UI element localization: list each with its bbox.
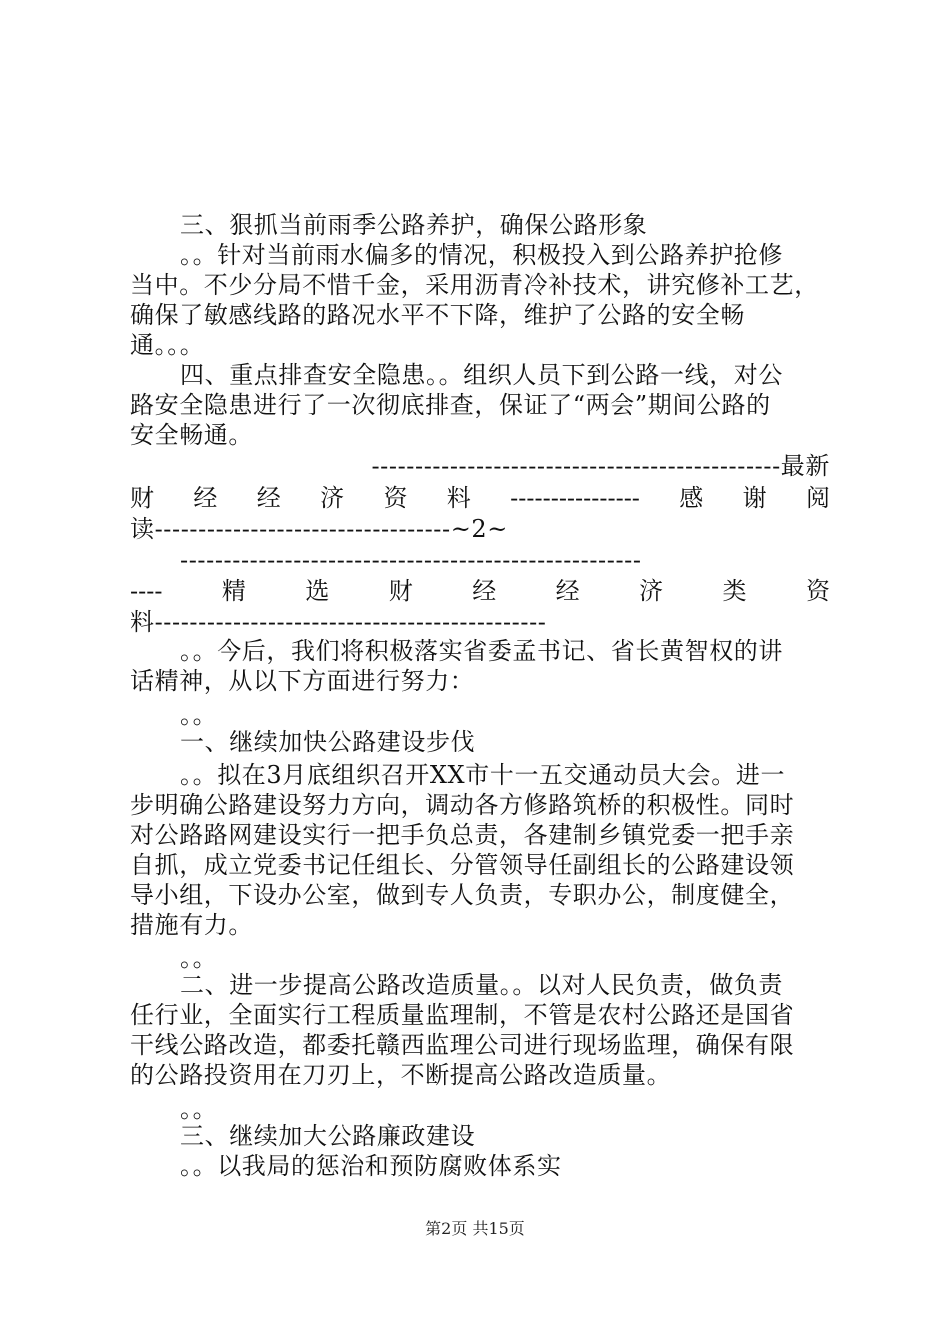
spread-token: 济: [320, 484, 345, 512]
section-heading: 三、继续加大公路廉政建设: [180, 1122, 476, 1150]
paragraph-line: 导小组，下设办公室，做到专人负责，专职办公，制度健全，: [130, 881, 795, 909]
section-heading: 一、继续加快公路建设步伐: [180, 728, 476, 756]
spread-token: 选: [305, 577, 330, 605]
paragraph-line: 措施有力。: [130, 911, 253, 939]
spread-token: 阅: [805, 484, 830, 512]
paragraph-line: 安全畅通。: [130, 421, 253, 449]
spread-line: [130, 576, 830, 606]
paragraph-line: 四、重点排查安全隐患。。组织人员下到公路一线，对公: [180, 361, 783, 389]
spread-token: 济: [639, 577, 664, 605]
spread-token: 财: [130, 484, 154, 512]
paragraph-line: 干线公路改造，都委托赣西监理公司进行现场监理，确保有限: [130, 1031, 795, 1059]
spread-token: 料: [446, 484, 471, 512]
spread-token: 经: [193, 484, 218, 512]
paragraph-line: 。。拟在3月底组织召开XX市十一五交通动员大会。进一: [180, 761, 786, 789]
section-heading: 二、进一步提高公路改造质量。。以对人民负责，做负责: [180, 971, 783, 999]
divider-line: 读----------------------------------~2~: [130, 515, 509, 543]
paragraph-line: 确保了敏感线路的路况水平不下降，维护了公路的安全畅: [130, 301, 745, 329]
paragraph-line: 通。。。: [130, 331, 205, 359]
paragraph-line: 。。以我局的惩治和预防腐败体系实: [180, 1152, 562, 1180]
spread-token: 谢: [742, 484, 767, 512]
spread-line: [130, 483, 830, 513]
paragraph-line: 话精神，从以下方面进行努力：: [130, 667, 475, 695]
spread-token: 精: [221, 577, 246, 605]
page-footer: 第2页 共15页: [425, 1219, 525, 1238]
paragraph-line: 的公路投资用在刀刃上，不断提高公路改造质量。: [130, 1061, 672, 1089]
paragraph-line: 。。: [180, 701, 218, 729]
paragraph-line: 路安全隐患进行了一次彻底排查，保证了“两会”期间公路的: [130, 391, 771, 419]
spread-token: 资: [383, 484, 408, 512]
paragraph-line: 。。: [180, 944, 218, 972]
spread-token: 经: [256, 484, 281, 512]
paragraph-line: 。。: [180, 1095, 218, 1123]
paragraph-line: 。。今后，我们将积极落实省委孟书记、省长黄智权的讲: [180, 637, 783, 665]
divider-line: -----------------------------------------------------: [180, 546, 642, 574]
spread-token: ----------------: [510, 484, 640, 512]
spread-token: 经: [472, 577, 497, 605]
spread-token: 类: [722, 577, 747, 605]
section-heading: 三、狠抓当前雨季公路养护，确保公路形象: [180, 211, 648, 239]
spread-token: ----: [130, 577, 163, 605]
spread-token: 感: [679, 484, 704, 512]
divider-line: -----------------------------------------------最新: [371, 452, 830, 480]
divider-line: 料---------------------------------------------: [130, 608, 547, 636]
spread-token: 财: [388, 577, 413, 605]
spread-token: 资: [805, 577, 830, 605]
paragraph-line: 。。针对当前雨水偏多的情况，积极投入到公路养护抢修: [180, 241, 783, 269]
spread-token: 经: [555, 577, 580, 605]
paragraph-line: 自抓，成立党委书记任组长、分管领导任副组长的公路建设领: [130, 851, 795, 879]
paragraph-line: 步明确公路建设努力方向，调动各方修路筑桥的积极性。同时: [130, 791, 795, 819]
paragraph-line: 任行业，全面实行工程质量监理制，不管是农村公路还是国省: [130, 1001, 795, 1029]
paragraph-line: 当中。不少分局不惜千金，采用沥青冷补技术，讲究修补工艺，: [130, 271, 819, 299]
paragraph-line: 对公路路网建设实行一把手负总责，各建制乡镇党委一把手亲: [130, 821, 795, 849]
